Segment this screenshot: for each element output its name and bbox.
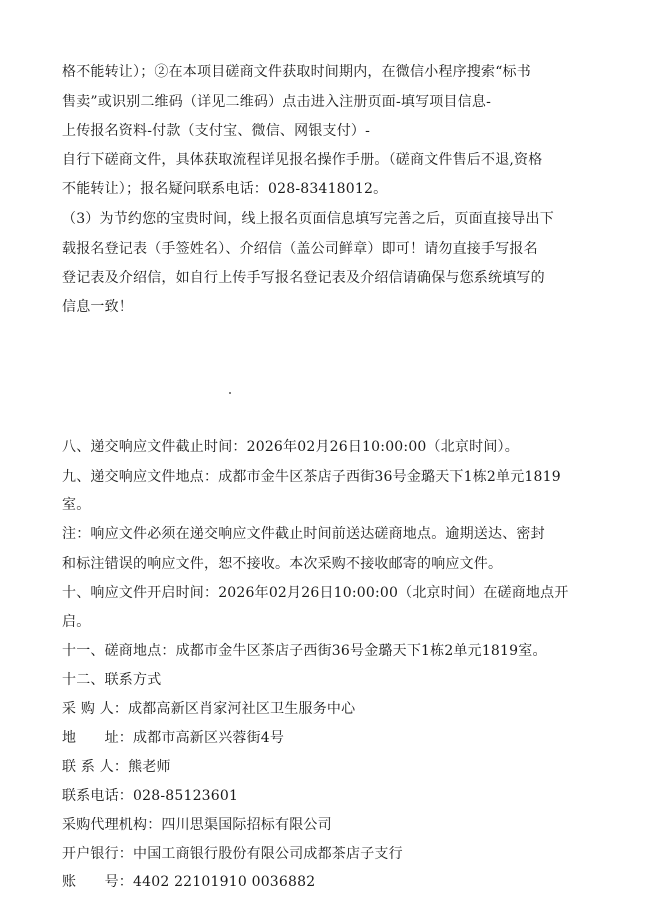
section-contact-heading: 十二、联系方式 [62,672,162,688]
section-submit-location: 九、递交响应文件地点：成都市金牛区茶店子西街36号金璐天下1栋2单元1819 [62,469,561,485]
contact-label: 采购代理机构： [62,817,162,833]
text-line: 自行下磋商文件，具体获取流程详见报名操作手册。（磋商文件售后不退,资格 [62,152,543,168]
contact-bank [62,844,403,864]
contact-value: 成都市高新区兴蓉街4号 [133,730,285,746]
section-submit-location-cont: 室。 [62,497,91,513]
contact-person [62,757,171,777]
section-opening-time-cont: 启。 [62,614,91,630]
contact-value: 四川思渠国际招标有限公司 [161,817,332,833]
contact-value: 熊老师 [128,759,171,775]
contact-buyer [62,699,355,719]
contact-value: 中国工商银行股份有限公司成都茶店子支行 [133,846,403,862]
contact-account [62,872,315,892]
text-line: 载报名登记表（手签姓名）、介绍信（盖公司鲜章）即可！请勿直接手写报名 [62,241,538,257]
contact-label: 采 购 人： [62,701,129,717]
contact-value: 成都高新区肖家河社区卫生服务中心 [128,701,356,717]
note-line: 和标注错误的响应文件，恕不接收。本次采购不接收邮寄的响应文件。 [62,556,503,572]
text-line: 上传报名资料-付款（支付宝、微信、网银支付）- [62,123,371,139]
contact-agency [62,815,332,835]
section-consultation-location: 十一、磋商地点：成都市金牛区茶店子西街36号金璐天下1栋2单元1819室。 [62,643,547,659]
contact-value: 4402 22101910 0036882 [133,874,316,890]
text-line: 格不能转让）；②在本项目磋商文件获取时间期内，在微信小程序搜索“标书 [62,64,531,80]
contact-label: 联系电话： [62,788,133,804]
text-line: 信息一致！ [62,299,133,315]
contact-value: 028-85123601 [133,788,239,804]
section-opening-time: 十、响应文件开启时间：2026年02月26日10:00:00（北京时间）在磋商地点开 [62,585,569,601]
contact-label: 账 号： [62,874,133,890]
text-line: （3）为节约您的宝贵时间，线上报名页面信息填写完善之后，页面直接导出下 [62,211,554,227]
section-deadline: 八、递交响应文件截止时间：2026年02月26日10:00:00（北京时间）。 [62,439,519,455]
contact-phone [62,786,238,806]
contact-label: 地 址： [62,730,133,746]
contact-label: 开户银行： [62,846,133,862]
text-line: 登记表及介绍信，如自行上传手写报名登记表及介绍信请确保与您系统填写的 [62,270,545,286]
stray-mark [229,392,231,394]
text-line: 售卖”或识别二维码（详见二维码）点击进入注册页面-填写项目信息- [62,94,492,110]
contact-address [62,728,284,748]
note-line: 注：响应文件必须在递交响应文件截止时间前送达磋商地点。逾期送达、密封 [62,526,545,542]
contact-label: 联 系 人： [62,759,129,775]
text-line: 不能转让）；报名疑问联系电话：028-83418012。 [62,181,388,197]
